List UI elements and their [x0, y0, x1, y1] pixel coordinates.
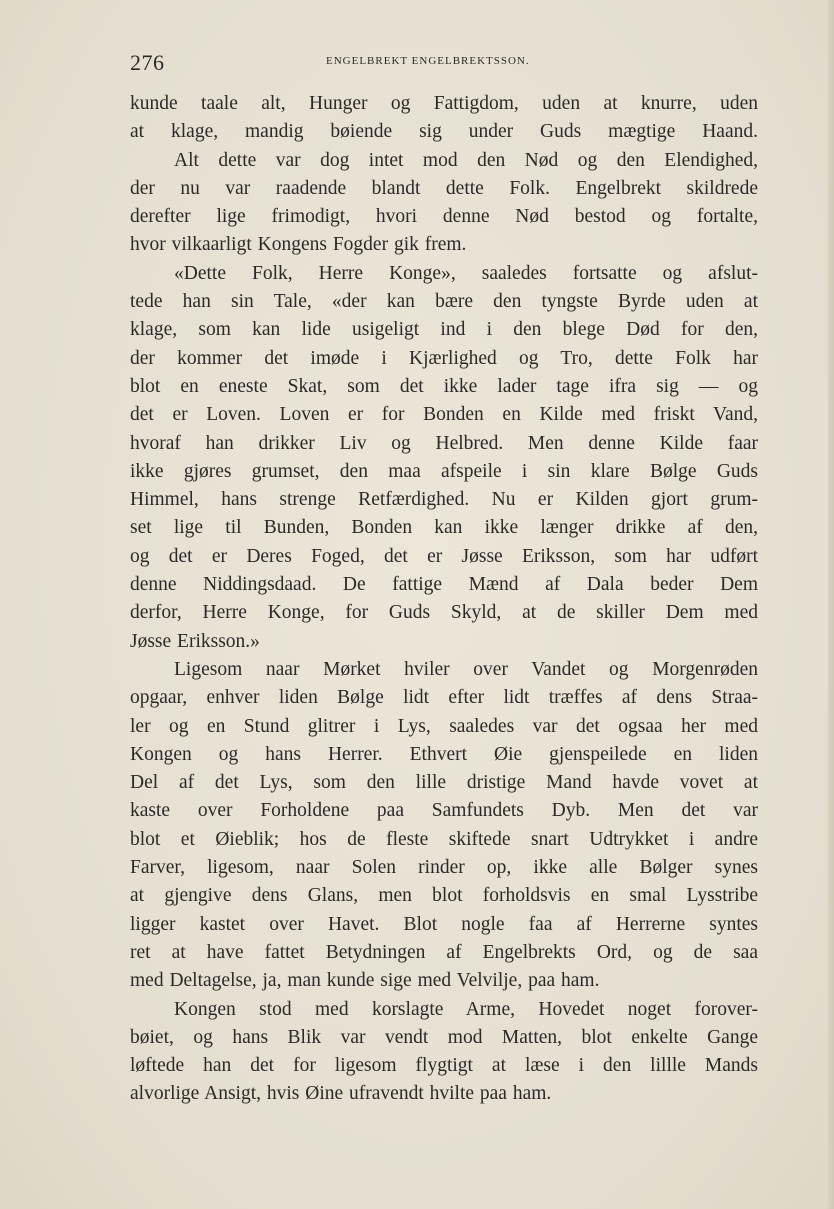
text-line: alvorlige Ansigt, hvis Øine ufravendt hvilte paa ham. [130, 1083, 552, 1105]
text-line: hvor vilkaarligt Kongens Fogder gik frem. [130, 234, 467, 256]
text-line: kaste over Forholdene paa Samfundets Dyb. Men det var [130, 800, 758, 822]
text-line: løftede han det for ligesom flygtigt at læse i den lillle Mands [130, 1055, 758, 1077]
text-line: der nu var raadende blandt dette Folk. Engelbrekt skildrede [130, 177, 758, 199]
text-line: ret at have fattet Betydningen af Engelbrekts Ord, og de saa [130, 941, 758, 963]
text-line: ler og en Stund glitrer i Lys, saaledes var det ogsaa her med [130, 715, 758, 737]
text-line: derefter lige frimodigt, hvori denne Nød bestod og fortalte, [130, 206, 758, 228]
text-line: blot en eneste Skat, som det ikke lader tage ifra sig — og [130, 375, 758, 397]
page-header [130, 50, 758, 80]
text-line: det er Loven. Loven er for Bonden en Kilde med friskt Vand, [130, 404, 758, 426]
text-line: Kongen stod med korslagte Arme, Hovedet noget forover- [174, 998, 758, 1020]
text-line: at gjengive dens Glans, men blot forholdsvis en smal Lysstribe [130, 885, 758, 907]
text-line: Farver, ligesom, naar Solen rinder op, ikke alle Bølger synes [130, 857, 758, 879]
text-line: ligger kastet over Havet. Blot nogle faa af Herrerne syntes [130, 913, 758, 935]
text-line: Ligesom naar Mørket hviler over Vandet og Morgenrøden [174, 658, 758, 680]
text-line: opgaar, enhver liden Bølge lidt efter lidt træffes af dens Straa- [130, 687, 758, 709]
text-line: tede han sin Tale, «der kan bære den tyngste Byrde uden at [130, 291, 758, 313]
text-line: Kongen og hans Herrer. Ethvert Øie gjenspeilede en liden [130, 743, 758, 765]
text-line: blot et Øieblik; hos de fleste skiftede snart Udtrykket i andre [130, 828, 758, 850]
text-line: Jøsse Eriksson.» [130, 630, 260, 652]
page-number: 276 [130, 50, 165, 75]
running-head: ENGELBREKT ENGELBREKTSSON. [326, 55, 530, 67]
text-line: derfor, Herre Konge, for Guds Skyld, at de skiller Dem med [130, 602, 758, 624]
text-line: kunde taale alt, Hunger og Fattigdom, uden at knurre, uden [130, 93, 758, 114]
text-line: med Deltagelse, ja, man kunde sige med Velvilje, paa ham. [130, 970, 600, 992]
text-line: Himmel, hans strenge Retfærdighed. Nu er Kilden gjort grum- [130, 489, 758, 511]
text-line: Del af det Lys, som den lille dristige Mand havde vovet at [130, 772, 758, 794]
text-line: der kommer det imøde i Kjærlighed og Tro, dette Folk har [130, 347, 758, 369]
body-text [130, 90, 758, 1109]
text-line: ikke gjøres grumset, den maa afspeile i sin klare Bølge Guds [130, 460, 758, 482]
text-line: klage, som kan lide usigeligt ind i den blege Død for den, [130, 319, 758, 341]
text-line: hvoraf han drikker Liv og Helbred. Men denne Kilde faar [130, 432, 758, 454]
text-line: «Dette Folk, Herre Konge», saaledes fortsatte og afslut- [174, 262, 758, 284]
text-line: Alt dette var dog intet mod den Nød og den Elendighed, [174, 149, 758, 171]
text-line: bøiet, og hans Blik var vendt mod Matten, blot enkelte Gange [130, 1026, 758, 1048]
text-line: set lige til Bunden, Bonden kan ikke længer drikke af den, [130, 517, 758, 539]
text-line: at klage, mandig bøiende sig under Guds mægtige Haand. [130, 121, 758, 143]
page-edge [828, 0, 834, 1209]
text-line: og det er Deres Foged, det er Jøsse Eriksson, som har udført [130, 545, 758, 567]
text-line: denne Niddingsdaad. De fattige Mænd af Dala beder Dem [130, 574, 758, 596]
